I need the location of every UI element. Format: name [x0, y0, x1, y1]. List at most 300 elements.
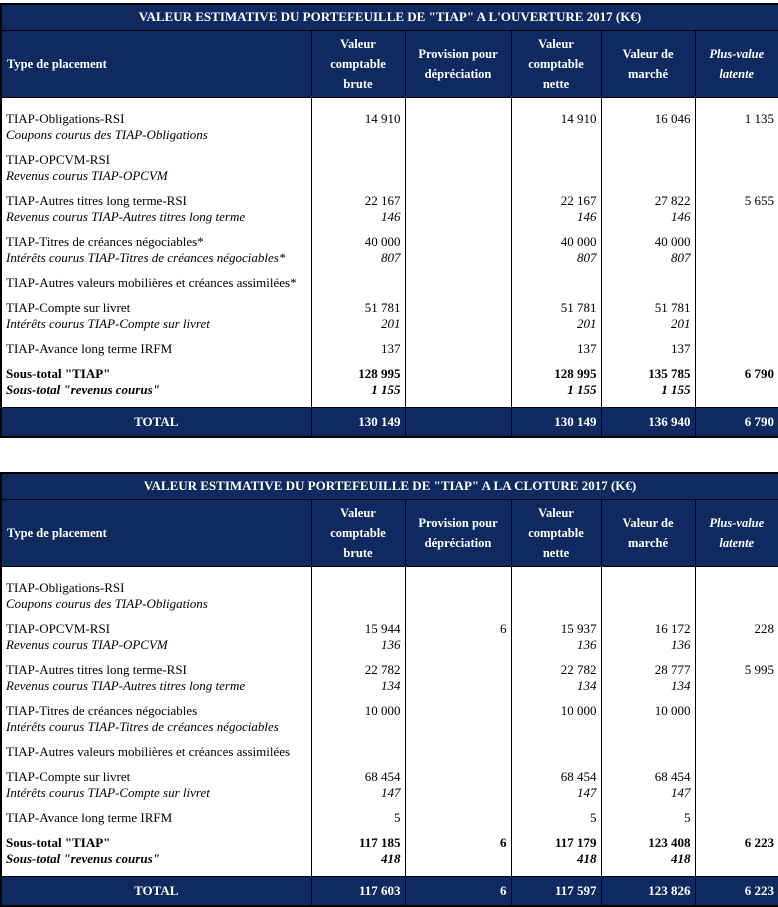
cell-sub-value — [516, 596, 597, 612]
column-header-1: Valeur comptable brute — [311, 499, 405, 566]
row-sub-label: Revenus courus TIAP-Autres titres long terme — [6, 208, 246, 224]
row-label-cell — [1, 193, 311, 234]
cell-value — [410, 341, 507, 357]
value-cell — [601, 341, 695, 366]
cell-sub-value — [410, 678, 507, 694]
cell-value — [700, 769, 775, 785]
cell-value: 14 910 — [364, 110, 401, 126]
cell-value: 117 185 — [358, 834, 401, 850]
cell-value: 6 790 — [744, 365, 774, 381]
cell-sub-value: 807 — [381, 249, 401, 265]
row-label-cell — [1, 152, 311, 193]
cell-value — [700, 234, 775, 250]
row-label-cell — [1, 744, 311, 769]
cell-sub-value — [410, 719, 507, 735]
row-label: TIAP-Compte sur livret — [6, 299, 131, 315]
column-header-2: Provision pour dépréciation — [405, 30, 511, 97]
value-cell — [601, 810, 695, 835]
cell-sub-value: 418 — [671, 850, 691, 866]
row-sub-label: Revenus courus TIAP-Autres titres long terme — [6, 677, 246, 693]
table-row — [1, 769, 778, 810]
row-label: Sous-total "TIAP" — [6, 365, 111, 381]
row-sub-label: Revenus courus TIAP-OPCVM — [6, 167, 168, 183]
row-label-cell — [1, 703, 311, 744]
cell-sub-value: 136 — [577, 636, 597, 652]
table-row — [1, 234, 778, 275]
cell-value: 6 — [500, 620, 507, 636]
cell-value: 6 223 — [744, 834, 775, 850]
total-label: TOTAL — [1, 407, 311, 437]
cell-sub-value — [410, 209, 507, 225]
row-sub-label: Intérêts courus TIAP-Titres de créances négociables* — [6, 249, 286, 265]
cell-value — [410, 744, 507, 760]
value-cell — [405, 835, 511, 877]
cell-value: 1 135 — [744, 110, 774, 126]
table-row — [1, 662, 778, 703]
cell-sub-value — [700, 250, 775, 266]
value-cell — [601, 621, 695, 662]
cell-value — [700, 152, 775, 168]
cell-sub-value: 201 — [381, 315, 401, 331]
cell-value: 27 822 — [654, 192, 691, 208]
value-cell — [405, 275, 511, 300]
value-cell — [695, 193, 778, 234]
cell-value — [516, 152, 597, 168]
cell-value — [410, 111, 507, 127]
value-cell — [511, 234, 601, 275]
cell-value: 14 910 — [560, 110, 597, 126]
value-cell — [311, 300, 405, 341]
row-label-cell — [1, 341, 311, 366]
total-value: 117 597 — [511, 876, 601, 906]
cell-value: 5 995 — [744, 661, 775, 677]
table-foot — [1, 876, 778, 906]
cell-value: 123 408 — [648, 834, 691, 850]
cell-sub-value: 1 155 — [661, 381, 691, 397]
tables-separator — [0, 438, 778, 472]
cell-value: 16 046 — [654, 110, 691, 126]
cell-sub-value — [606, 719, 691, 735]
cell-sub-value — [700, 851, 775, 867]
value-cell — [601, 835, 695, 877]
value-cell — [311, 341, 405, 366]
cell-sub-value — [700, 785, 775, 801]
value-cell — [511, 152, 601, 193]
table-row — [1, 152, 778, 193]
cell-sub-value — [410, 168, 507, 184]
row-label: TIAP-Obligations-RSI — [6, 579, 125, 595]
row-label: Sous-total "TIAP" — [6, 834, 111, 850]
value-cell — [511, 193, 601, 234]
cell-sub-value — [410, 316, 507, 332]
table-body — [1, 97, 778, 407]
table-foot — [1, 407, 778, 437]
cell-value: 68 454 — [654, 768, 691, 784]
cell-sub-value — [700, 382, 775, 398]
row-sub-label: Sous-total "revenus courus" — [6, 381, 160, 397]
total-value: 6 223 — [695, 876, 778, 906]
cell-value — [410, 769, 507, 785]
cell-value: 135 785 — [648, 365, 691, 381]
cell-sub-value — [410, 127, 507, 143]
table-row — [1, 300, 778, 341]
table-row — [1, 744, 778, 769]
cell-value: 40 000 — [654, 233, 691, 249]
table-row — [1, 275, 778, 300]
value-cell — [311, 366, 405, 408]
total-value: 6 — [405, 876, 511, 906]
cell-value — [410, 152, 507, 168]
value-cell — [695, 97, 778, 152]
cell-value: 22 782 — [560, 661, 597, 677]
table-row — [1, 193, 778, 234]
cell-value — [316, 744, 401, 760]
row-label: TIAP-Autres titres long terme-RSI — [6, 192, 187, 208]
cell-sub-value — [700, 209, 775, 225]
cell-value: 15 937 — [560, 620, 597, 636]
column-header-4: Valeur de marché — [601, 499, 695, 566]
value-cell — [405, 234, 511, 275]
table-row — [1, 341, 778, 366]
cell-value — [410, 300, 507, 316]
value-cell — [511, 703, 601, 744]
value-cell — [311, 662, 405, 703]
column-header-3: Valeur comptable nette — [511, 499, 601, 566]
row-label: TIAP-Obligations-RSI — [6, 110, 125, 126]
cell-sub-value — [606, 168, 691, 184]
cell-value — [606, 744, 691, 760]
value-cell — [695, 835, 778, 877]
value-cell — [695, 703, 778, 744]
cell-value: 6 — [500, 834, 507, 850]
row-label-cell — [1, 810, 311, 835]
cell-value: 22 167 — [560, 192, 597, 208]
cell-value: 137 — [671, 340, 691, 356]
value-cell — [405, 621, 511, 662]
value-cell — [405, 744, 511, 769]
cell-sub-value — [410, 851, 507, 867]
value-cell — [695, 300, 778, 341]
column-header-3: Valeur comptable nette — [511, 30, 601, 97]
value-cell — [511, 366, 601, 408]
cell-value — [700, 275, 775, 291]
cell-value: 16 172 — [654, 620, 691, 636]
value-cell — [601, 703, 695, 744]
value-cell — [511, 275, 601, 300]
cell-value — [410, 193, 507, 209]
cell-value: 128 995 — [554, 365, 597, 381]
total-row — [1, 876, 778, 906]
cell-sub-value — [516, 719, 597, 735]
table-portefeuille-cloture-2017 — [0, 472, 778, 907]
row-sub-label: Sous-total "revenus courus" — [6, 850, 160, 866]
cell-value — [700, 744, 775, 760]
row-label-cell — [1, 835, 311, 877]
cell-value — [410, 703, 507, 719]
column-header-2: Provision pour dépréciation — [405, 499, 511, 566]
cell-sub-value — [316, 127, 401, 143]
table-row — [1, 366, 778, 408]
value-cell — [511, 769, 601, 810]
cell-value: 10 000 — [560, 702, 597, 718]
column-header-0: Type de placement — [1, 499, 311, 566]
value-cell — [311, 810, 405, 835]
value-cell — [601, 234, 695, 275]
value-cell — [511, 621, 601, 662]
row-sub-label: Intérêts courus TIAP-Compte sur livret — [6, 315, 210, 331]
cell-sub-value: 146 — [671, 208, 691, 224]
cell-sub-value: 136 — [671, 636, 691, 652]
cell-sub-value — [410, 596, 507, 612]
cell-sub-value — [700, 678, 775, 694]
column-header-4: Valeur de marché — [601, 30, 695, 97]
value-cell — [695, 621, 778, 662]
value-cell — [695, 810, 778, 835]
cell-value: 22 167 — [364, 192, 401, 208]
value-cell — [601, 744, 695, 769]
cell-value — [516, 275, 597, 291]
cell-sub-value — [410, 637, 507, 653]
cell-sub-value: 807 — [577, 249, 597, 265]
cell-sub-value — [516, 168, 597, 184]
row-label-cell — [1, 769, 311, 810]
cell-sub-value: 134 — [671, 677, 691, 693]
row-sub-label: Revenus courus TIAP-OPCVM — [6, 636, 168, 652]
cell-value — [700, 703, 775, 719]
table-title-row — [1, 4, 778, 30]
value-cell — [695, 744, 778, 769]
value-cell — [311, 835, 405, 877]
row-sub-label: Coupons courus des TIAP-Obligations — [6, 126, 208, 142]
cell-sub-value: 1 155 — [371, 381, 401, 397]
row-label: TIAP-Avance long terme IRFM — [6, 340, 173, 356]
cell-sub-value: 134 — [381, 677, 401, 693]
table-row — [1, 810, 778, 835]
cell-value — [410, 275, 507, 291]
table-row — [1, 97, 778, 152]
value-cell — [311, 566, 405, 621]
cell-sub-value: 146 — [381, 208, 401, 224]
cell-value — [606, 152, 691, 168]
value-cell — [311, 769, 405, 810]
value-cell — [601, 193, 695, 234]
value-cell — [311, 275, 405, 300]
cell-sub-value — [410, 382, 507, 398]
row-label: TIAP-Compte sur livret — [6, 768, 131, 784]
cell-value: 15 944 — [364, 620, 401, 636]
value-cell — [405, 662, 511, 703]
value-cell — [601, 366, 695, 408]
cell-value: 5 — [394, 809, 401, 825]
cell-value: 28 777 — [654, 661, 691, 677]
row-sub-label: Intérêts courus TIAP-Titres de créances négociables — [6, 718, 279, 734]
column-header-1: Valeur comptable brute — [311, 30, 405, 97]
row-label: TIAP-OPCVM-RSI — [6, 151, 111, 167]
cell-sub-value: 201 — [671, 315, 691, 331]
cell-sub-value: 201 — [577, 315, 597, 331]
cell-value — [316, 152, 401, 168]
total-value: 117 603 — [311, 876, 405, 906]
value-cell — [405, 193, 511, 234]
row-label: TIAP-Autres valeurs mobilières et créances assimilées — [6, 743, 291, 759]
cell-sub-value — [316, 719, 401, 735]
value-cell — [311, 97, 405, 152]
value-cell — [695, 769, 778, 810]
row-label: TIAP-Autres titres long terme-RSI — [6, 661, 187, 677]
cell-sub-value — [410, 785, 507, 801]
value-cell — [695, 662, 778, 703]
cell-sub-value — [700, 316, 775, 332]
value-cell — [405, 810, 511, 835]
cell-sub-value: 1 155 — [567, 381, 597, 397]
value-cell — [511, 835, 601, 877]
value-cell — [405, 566, 511, 621]
total-value: 130 149 — [511, 407, 601, 437]
cell-value — [700, 300, 775, 316]
value-cell — [601, 275, 695, 300]
value-cell — [511, 341, 601, 366]
cell-value — [516, 744, 597, 760]
value-cell — [511, 300, 601, 341]
value-cell — [695, 341, 778, 366]
cell-sub-value — [316, 168, 401, 184]
cell-value: 10 000 — [364, 702, 401, 718]
cell-value: 137 — [381, 340, 401, 356]
cell-value: 51 781 — [654, 299, 691, 315]
cell-value — [700, 580, 775, 596]
value-cell — [601, 300, 695, 341]
row-sub-label: Intérêts courus TIAP-Compte sur livret — [6, 784, 210, 800]
value-cell — [601, 97, 695, 152]
cell-sub-value: 418 — [381, 850, 401, 866]
cell-sub-value — [700, 168, 775, 184]
cell-sub-value — [700, 127, 775, 143]
value-cell — [601, 152, 695, 193]
cell-value: 51 781 — [560, 299, 597, 315]
value-cell — [601, 566, 695, 621]
row-label-cell — [1, 97, 311, 152]
cell-value: 68 454 — [364, 768, 401, 784]
row-label: TIAP-Autres valeurs mobilières et créances assimilées* — [6, 274, 297, 290]
cell-sub-value — [700, 719, 775, 735]
value-cell — [601, 769, 695, 810]
row-label-cell — [1, 275, 311, 300]
table-row — [1, 835, 778, 877]
value-cell — [405, 152, 511, 193]
cell-value — [410, 662, 507, 678]
value-cell — [695, 152, 778, 193]
column-header-5: Plus-value latente — [695, 499, 778, 566]
column-header-row — [1, 499, 778, 566]
column-header-row — [1, 30, 778, 97]
value-cell — [695, 566, 778, 621]
row-label-cell — [1, 366, 311, 408]
cell-sub-value — [700, 596, 775, 612]
cell-value — [410, 810, 507, 826]
table-title-row — [1, 473, 778, 499]
row-label-cell — [1, 300, 311, 341]
cell-sub-value: 147 — [381, 784, 401, 800]
row-label: TIAP-OPCVM-RSI — [6, 620, 111, 636]
cell-sub-value: 418 — [577, 850, 597, 866]
row-label-cell — [1, 566, 311, 621]
row-label: TIAP-Titres de créances négociables — [6, 702, 198, 718]
cell-sub-value: 136 — [381, 636, 401, 652]
value-cell — [695, 234, 778, 275]
cell-sub-value — [606, 596, 691, 612]
value-cell — [511, 97, 601, 152]
cell-sub-value — [516, 127, 597, 143]
cell-value: 5 655 — [744, 192, 774, 208]
value-cell — [405, 341, 511, 366]
cell-value: 5 — [684, 809, 691, 825]
table-row — [1, 621, 778, 662]
cell-value — [606, 275, 691, 291]
value-cell — [695, 275, 778, 300]
value-cell — [511, 744, 601, 769]
table-portefeuille-ouverture-2017 — [0, 3, 778, 438]
cell-value: 40 000 — [364, 233, 401, 249]
row-label-cell — [1, 621, 311, 662]
cell-value: 5 — [590, 809, 597, 825]
value-cell — [311, 152, 405, 193]
table-title: VALEUR ESTIMATIVE DU PORTEFEUILLE DE "TIAP" A L'OUVERTURE 2017 (K€) — [1, 4, 778, 30]
row-label-cell — [1, 234, 311, 275]
cell-sub-value: 147 — [577, 784, 597, 800]
total-value: 136 940 — [601, 407, 695, 437]
table-title: VALEUR ESTIMATIVE DU PORTEFEUILLE DE "TIAP" A LA CLOTURE 2017 (K€) — [1, 473, 778, 499]
cell-value: 117 179 — [554, 834, 597, 850]
row-sub-label: Coupons courus des TIAP-Obligations — [6, 595, 208, 611]
cell-value: 51 781 — [364, 299, 401, 315]
value-cell — [405, 97, 511, 152]
cell-value — [410, 366, 507, 382]
row-label: TIAP-Titres de créances négociables* — [6, 233, 204, 249]
value-cell — [311, 193, 405, 234]
value-cell — [311, 621, 405, 662]
cell-value — [700, 810, 775, 826]
total-label: TOTAL — [1, 876, 311, 906]
cell-value — [316, 275, 401, 291]
value-cell — [511, 662, 601, 703]
table-head — [1, 473, 778, 566]
cell-sub-value: 134 — [577, 677, 597, 693]
value-cell — [311, 234, 405, 275]
total-value: 6 790 — [695, 407, 778, 437]
cell-value — [606, 580, 691, 596]
value-cell — [695, 366, 778, 408]
cell-value — [410, 580, 507, 596]
total-value: 130 149 — [311, 407, 405, 437]
table-row — [1, 703, 778, 744]
value-cell — [405, 300, 511, 341]
cell-value — [516, 580, 597, 596]
total-value — [405, 407, 511, 437]
cell-sub-value: 807 — [671, 249, 691, 265]
value-cell — [511, 566, 601, 621]
cell-value — [410, 234, 507, 250]
cell-sub-value: 147 — [671, 784, 691, 800]
value-cell — [405, 769, 511, 810]
cell-value — [700, 341, 775, 357]
row-label: TIAP-Avance long terme IRFM — [6, 809, 173, 825]
total-value: 123 826 — [601, 876, 695, 906]
value-cell — [311, 744, 405, 769]
cell-value: 40 000 — [560, 233, 597, 249]
value-cell — [405, 703, 511, 744]
cell-sub-value — [410, 250, 507, 266]
column-header-0: Type de placement — [1, 30, 311, 97]
